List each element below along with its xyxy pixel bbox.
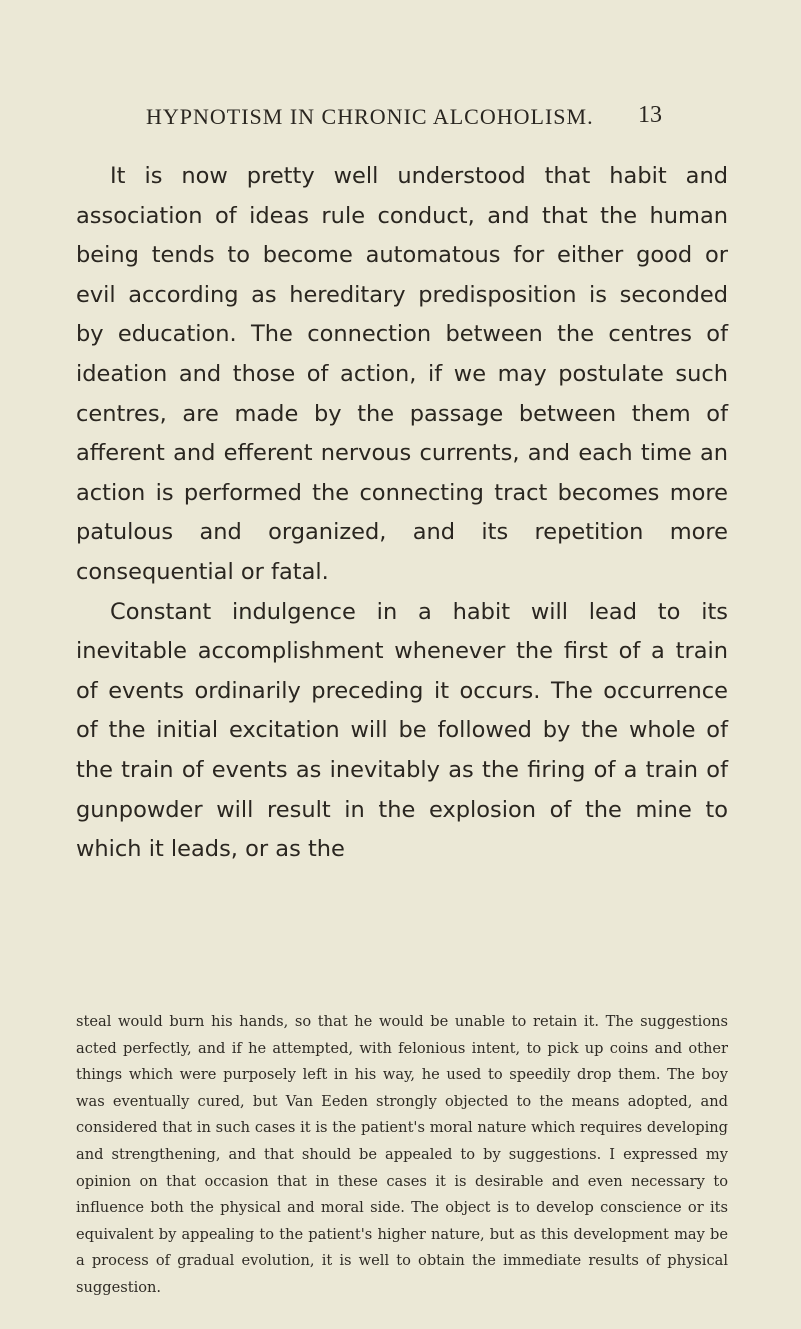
paragraph: Constant indulgence in a habit will lead to its inevitable accomplishment whenever the first of a train of events ordinarily preceding it occurs. The occurrence of the initial excitation will be followed by the whole of the train of events as inevitably as the firing of a train of gunpowder will result in the explosion of the mine to which it leads, or as the [76,598,728,863]
paragraph: It is now pretty well understood that habit and association of ideas rule conduct, and that the human being tends to become automatous for either good or evil according as hereditary predisposition is seconded by education. The connection between the centres of ideation and those of action, if we may postulate such centres, are made by the passage between them of afferent and efferent nervous currents, and each time an action is performed the connecting tract becomes more patulous and organized, and its repetition more consequential or fatal. [76,163,728,585]
footnote [76,1009,728,1302]
page-number: 13 [638,102,662,128]
header-title: HYPNOTISM IN CHRONIC ALCOHOLISM. [146,104,594,129]
running-header [146,102,662,130]
footnote-text: steal would burn his hands, so that he would be unable to retain it. The suggestions acted perfectly, and if he attempted, with felonious intent, to pick up coins and other things which were purposely left in his way, he used to speedily drop them. The boy was eventually cured, but Van Eeden strongly objected to the means adopted, and considered that in such cases it is the patient's moral nature which requires developing and strengthening, and that should be appealed to by suggestions. I expressed my opinion on that occasion that in these cases it is desirable and even necessary to influence both the physical and moral side. The object is to develop conscience or its equivalent by appealing to the patient's higher nature, but as this development may be a process of gradual evolution, it is well to obtain the immediate results of physical suggestion. [76,1013,728,1296]
main-text [76,157,728,870]
